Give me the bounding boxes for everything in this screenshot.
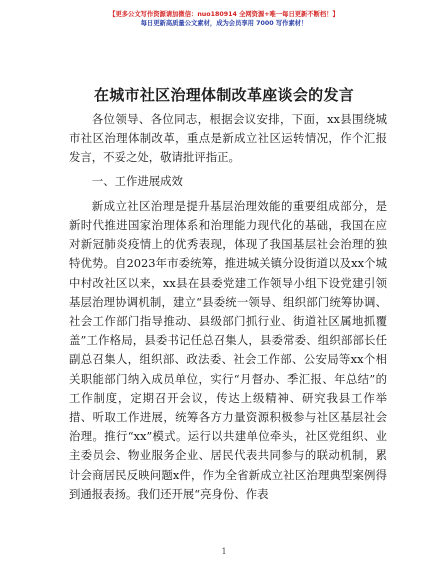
intro-paragraph: 各位领导、各位同志，根据会议安排，下面，xx县围绕城市社区治理体制改革，重点是新成立社区运转情况，作个汇报发言，不妥之处，敬请批评指正。 — [69, 112, 387, 165]
header-banner — [0, 10, 448, 28]
banner-line-1: 【更多公文写作资源请加微信：nuo180914 全网资源+唯一每日更新不断档！】 — [109, 11, 339, 18]
body-paragraph: 新成立社区治理是提升基层治理效能的重要组成部分，是新时代推进国家治理体系和治理能力现代化的基础，我国在应对新冠肺炎疫情上的优秀表现，体现了我国基层社会治理的独特优势。自2023年市委统筹，推进城关镇分设街道以及xx个城中村改社区以来，xx县在县委党建工作领导小组下设党建引领基层治理协调机制，建立“县委统一领导、组织部门统筹协调、社会工作部门指导推动、县级部门抓行业、街道社区属地抓覆盖”工作格局，县委书记任总召集人，县委常委、组织部部长任副总召集人，组织部、政法委、社会工作部、公安局等xx个相关职能部门纳入成员单位，实行“月督办、季汇报、年总结”的工作制度，定期召开会议，传达上级精神、研究我县工作举措、听取工作进展，统筹各方力量资源积极参与社区基层社会治理。推行“xx”模式。运行以共建单位牵头，社区党组织、业主委员会、物业服务企业、居民代表共同参与的联动机制，累计会商居民反映问题x件，作为全省新成立社区治理典型案例得到通报表扬。我们还开展“亮身份、作表 — [69, 198, 387, 501]
document-body — [69, 110, 387, 504]
page-number: 1 — [221, 547, 227, 556]
document-title: 在城市社区治理体制改革座谈会的发言 — [93, 86, 355, 104]
banner-line-2: 每日更新高质量公文素材，成为会员享用 7000 写作素材！ — [140, 20, 308, 27]
section-heading: 一、工作进展成效 — [91, 173, 183, 188]
